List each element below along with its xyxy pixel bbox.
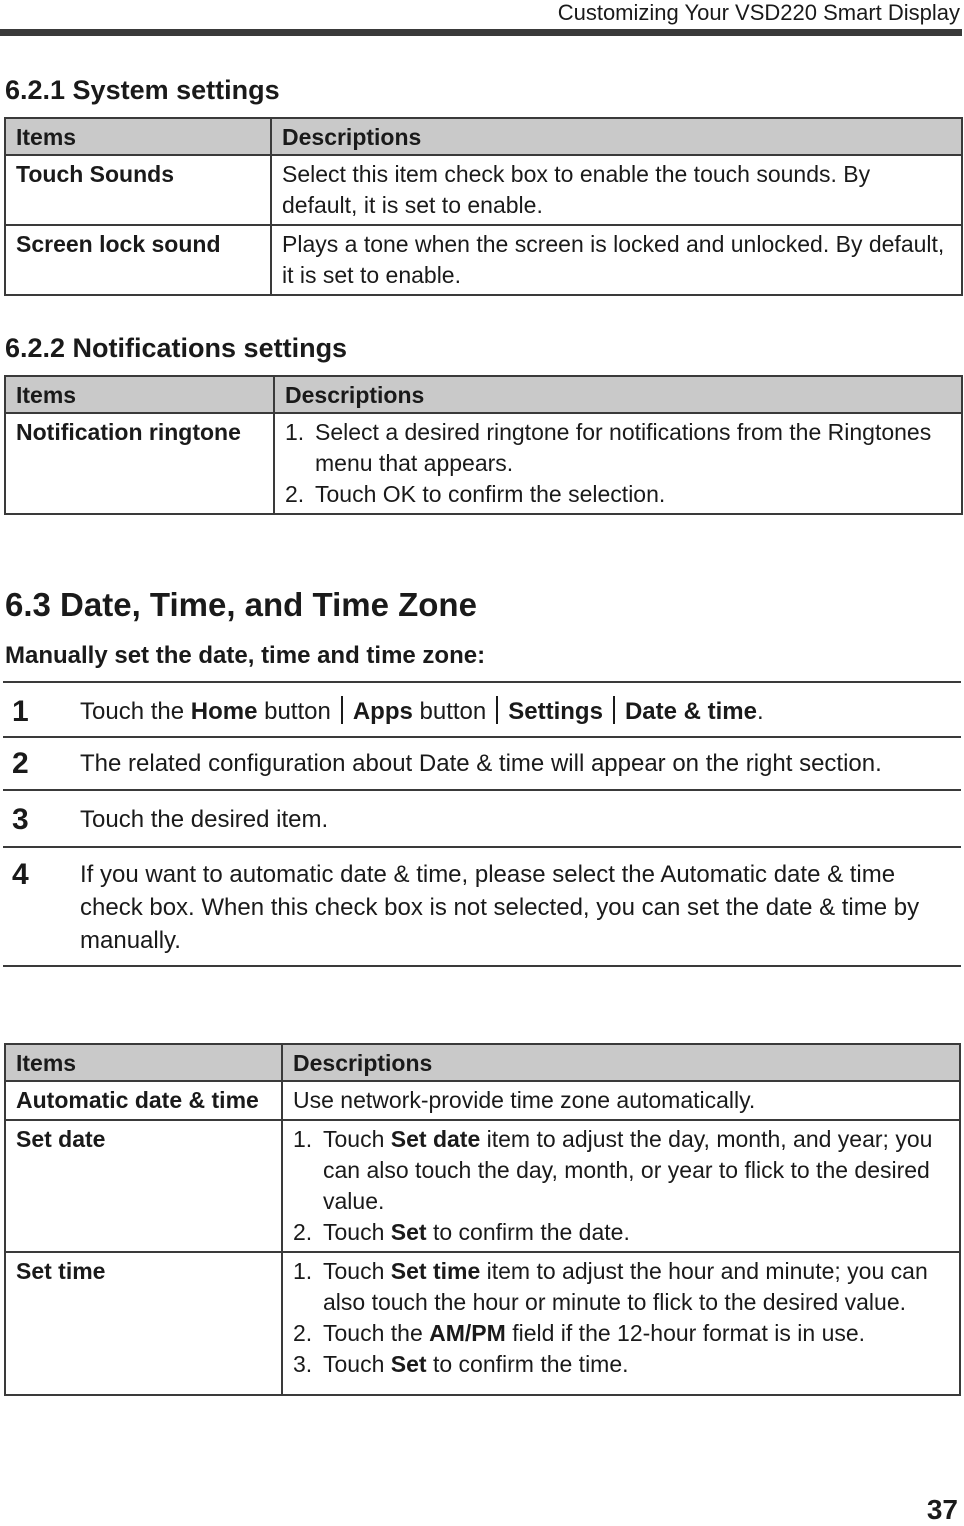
- list-text: [323, 1256, 949, 1318]
- description-cell: [282, 1252, 960, 1395]
- list-item: [293, 1217, 949, 1248]
- list-item: [293, 1349, 949, 1380]
- step-text: If you want to automatic date & time, please select the Automatic date & time check box. When this check box is not selected, you can set the date & time by manually.: [80, 861, 920, 954]
- item-cell: Set time: [5, 1252, 282, 1395]
- set-label: Set: [390, 1351, 427, 1377]
- column-header-descriptions: Descriptions: [274, 376, 962, 413]
- list-text-part: to confirm the time.: [426, 1351, 629, 1377]
- description-cell: [274, 413, 962, 514]
- table-row: [5, 1120, 960, 1252]
- table-header-row: [5, 1044, 960, 1081]
- date-time-subheading: Manually set the date, time and time zone:: [5, 642, 486, 669]
- step-number: 4: [12, 858, 29, 891]
- step-text: Touch the desired item.: [80, 806, 329, 833]
- table-row: [5, 155, 962, 225]
- list-text: [323, 1124, 949, 1217]
- notifications-settings-heading: 6.2.2 Notifications settings: [5, 333, 348, 363]
- item-cell: Notification ringtone: [5, 413, 274, 514]
- step-row: [3, 736, 961, 789]
- date-time-heading: 6.3 Date, Time, and Time Zone: [5, 586, 477, 623]
- list-item: [293, 1256, 949, 1318]
- list-text-part: field if the 12-hour format is in use.: [505, 1320, 866, 1346]
- list-text: Select a desired ringtone for notifications from the Ringtones menu that appears.: [315, 419, 932, 476]
- description-cell: Use network-provide time zone automatically.: [282, 1081, 960, 1120]
- table-row: [5, 413, 962, 514]
- am-pm-label: AM/PM: [429, 1320, 506, 1346]
- list-text-part: Touch: [323, 1351, 391, 1377]
- step-row: [3, 846, 961, 967]
- table-row: [5, 1081, 960, 1120]
- list-item: [285, 479, 951, 510]
- item-cell: Set date: [5, 1120, 282, 1252]
- table-header-row: [5, 376, 962, 413]
- step-text: [80, 695, 961, 728]
- list-text-part: to confirm the date.: [426, 1219, 630, 1245]
- list-text: [323, 1349, 949, 1380]
- set-label: Set: [390, 1219, 427, 1245]
- set-time-label: Set time: [390, 1258, 481, 1284]
- step-row: [3, 681, 961, 736]
- description-cell: Plays a tone when the screen is locked and unlocked. By default, it is set to enable.: [271, 225, 962, 295]
- item-cell: Touch Sounds: [5, 155, 271, 225]
- notifications-settings-table: [4, 375, 963, 515]
- date-time-label: Date & time: [624, 698, 757, 725]
- list-text: [323, 1217, 949, 1248]
- step-number: 1: [12, 695, 29, 728]
- step-text-part: .: [756, 698, 764, 725]
- step-text-part: Touch the: [80, 698, 191, 725]
- home-label: Home: [190, 698, 258, 725]
- procedure-steps: [3, 681, 961, 967]
- table-row: [5, 1252, 960, 1395]
- table-header-row: [5, 118, 962, 155]
- column-header-descriptions: Descriptions: [271, 118, 962, 155]
- list-text-part: Touch: [323, 1219, 391, 1245]
- path-separator: [613, 696, 615, 724]
- list-text: Touch OK to confirm the selection.: [315, 481, 666, 507]
- path-separator: [496, 696, 498, 724]
- list-item: [293, 1318, 949, 1349]
- item-cell: Automatic date & time: [5, 1081, 282, 1120]
- column-header-items: Items: [5, 1044, 282, 1081]
- list-item: [293, 1124, 949, 1217]
- set-date-label: Set date: [390, 1126, 481, 1152]
- step-number: 2: [12, 747, 29, 780]
- list-number: 1.: [285, 419, 305, 445]
- apps-label: Apps: [352, 698, 413, 725]
- list-number: 1.: [293, 1258, 313, 1284]
- page-number: 37: [926, 1494, 958, 1525]
- list-item: [285, 417, 951, 479]
- step-number: 3: [12, 803, 29, 836]
- step-text: The related configuration about Date & time will appear on the right section.: [80, 750, 882, 777]
- date-time-table: [4, 1043, 961, 1396]
- column-header-descriptions: Descriptions: [282, 1044, 960, 1081]
- list-text: [323, 1318, 949, 1349]
- list-text-part: Touch: [323, 1126, 391, 1152]
- list-number: 2.: [285, 481, 305, 507]
- step-text-part: button: [412, 698, 487, 725]
- description-cell: [282, 1120, 960, 1252]
- list-number: 2.: [293, 1320, 313, 1346]
- step-row: [3, 789, 961, 846]
- column-header-items: Items: [5, 118, 271, 155]
- list-number: 2.: [293, 1219, 313, 1245]
- column-header-items: Items: [5, 376, 274, 413]
- system-settings-table: [4, 117, 963, 296]
- settings-label: Settings: [508, 698, 603, 725]
- list-text-part: item to adjust the day, month, and year; you can also touch the day, month, or year to flick to the desired value.: [323, 1126, 933, 1214]
- list-text-part: Touch: [323, 1258, 391, 1284]
- description-cell: Select this item check box to enable the touch sounds. By default, it is set to enable.: [271, 155, 962, 225]
- header-rule: [0, 29, 962, 36]
- system-settings-heading: 6.2.1 System settings: [5, 75, 280, 105]
- step-text-part: button: [257, 698, 331, 725]
- table-row: [5, 225, 962, 295]
- item-cell: Screen lock sound: [5, 225, 271, 295]
- list-number: 3.: [293, 1351, 313, 1377]
- list-text-part: Touch the: [323, 1320, 430, 1346]
- list-text-part: item to adjust the hour and minute; you can also touch the hour or minute to flick to the desired value.: [323, 1258, 928, 1315]
- path-separator: [341, 696, 343, 724]
- list-number: 1.: [293, 1126, 313, 1152]
- running-header: Customizing Your VSD220 Smart Display: [557, 0, 960, 25]
